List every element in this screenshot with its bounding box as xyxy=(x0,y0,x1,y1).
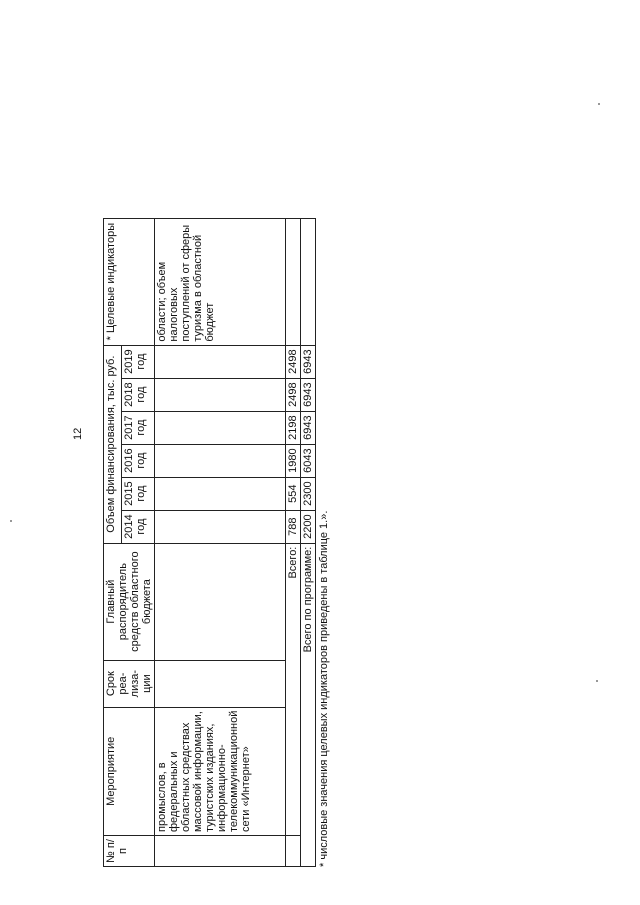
program-total-value: 2300 xyxy=(301,477,316,510)
header-year: 2017 год xyxy=(122,411,155,444)
total-value: 1980 xyxy=(286,444,301,477)
row-year-cell xyxy=(155,477,286,510)
program-total-value: 6943 xyxy=(301,345,316,378)
header-year: 2018 год xyxy=(122,378,155,411)
header-indicators: * Целевые индикаторы xyxy=(104,218,155,345)
row-indicators: области; объем налоговых поступлений от сферы туризма в областной бюджет xyxy=(155,218,286,345)
program-total-value: 2200 xyxy=(301,510,316,543)
program-total-label: Всего по программе: xyxy=(301,543,316,866)
total-value: 2498 xyxy=(286,345,301,378)
header-year: 2019 год xyxy=(122,345,155,378)
header-year: 2015 год xyxy=(122,477,155,510)
header-financing: Объем финансирования, тыс. руб. xyxy=(104,345,122,543)
scan-speck xyxy=(10,520,12,522)
footnote: * числовые значения целевых индикаторов приведены в таблице 1.». xyxy=(318,510,330,867)
table-row xyxy=(155,218,286,866)
row-no xyxy=(155,836,286,867)
row-year-cell xyxy=(155,345,286,378)
header-activity: Мероприятие xyxy=(104,707,155,835)
header-term: Срок реа-лиза-ции xyxy=(104,660,155,707)
header-year: 2016 год xyxy=(122,444,155,477)
total-value: 554 xyxy=(286,477,301,510)
header-distributor: Главный распорядитель средств областного бюджета xyxy=(104,543,155,660)
financing-table xyxy=(103,218,316,867)
row-term xyxy=(155,660,286,707)
header-year: 2014 год xyxy=(122,510,155,543)
row-year-cell xyxy=(155,444,286,477)
total-value: 2198 xyxy=(286,411,301,444)
program-total-value: 6943 xyxy=(301,411,316,444)
program-total-row xyxy=(301,218,316,866)
header-no: № п/п xyxy=(104,836,155,867)
total-row xyxy=(286,218,301,866)
row-year-cell xyxy=(155,510,286,543)
row-distributor xyxy=(155,543,286,660)
row-year-cell xyxy=(155,378,286,411)
scan-speck xyxy=(596,680,598,682)
page-number: 12 xyxy=(72,427,84,440)
total-label: Всего: xyxy=(286,543,301,835)
rotated-content xyxy=(103,67,363,867)
program-total-value: 6943 xyxy=(301,378,316,411)
row-activity: промыслов, в федеральных и областных средствах массовой информации, туристских изданиях, информационно-телекоммуникационной сети «Интернет» xyxy=(155,707,286,835)
row-year-cell xyxy=(155,411,286,444)
total-value: 788 xyxy=(286,510,301,543)
total-value: 2498 xyxy=(286,378,301,411)
scan-speck xyxy=(598,103,600,105)
program-total-value: 6043 xyxy=(301,444,316,477)
